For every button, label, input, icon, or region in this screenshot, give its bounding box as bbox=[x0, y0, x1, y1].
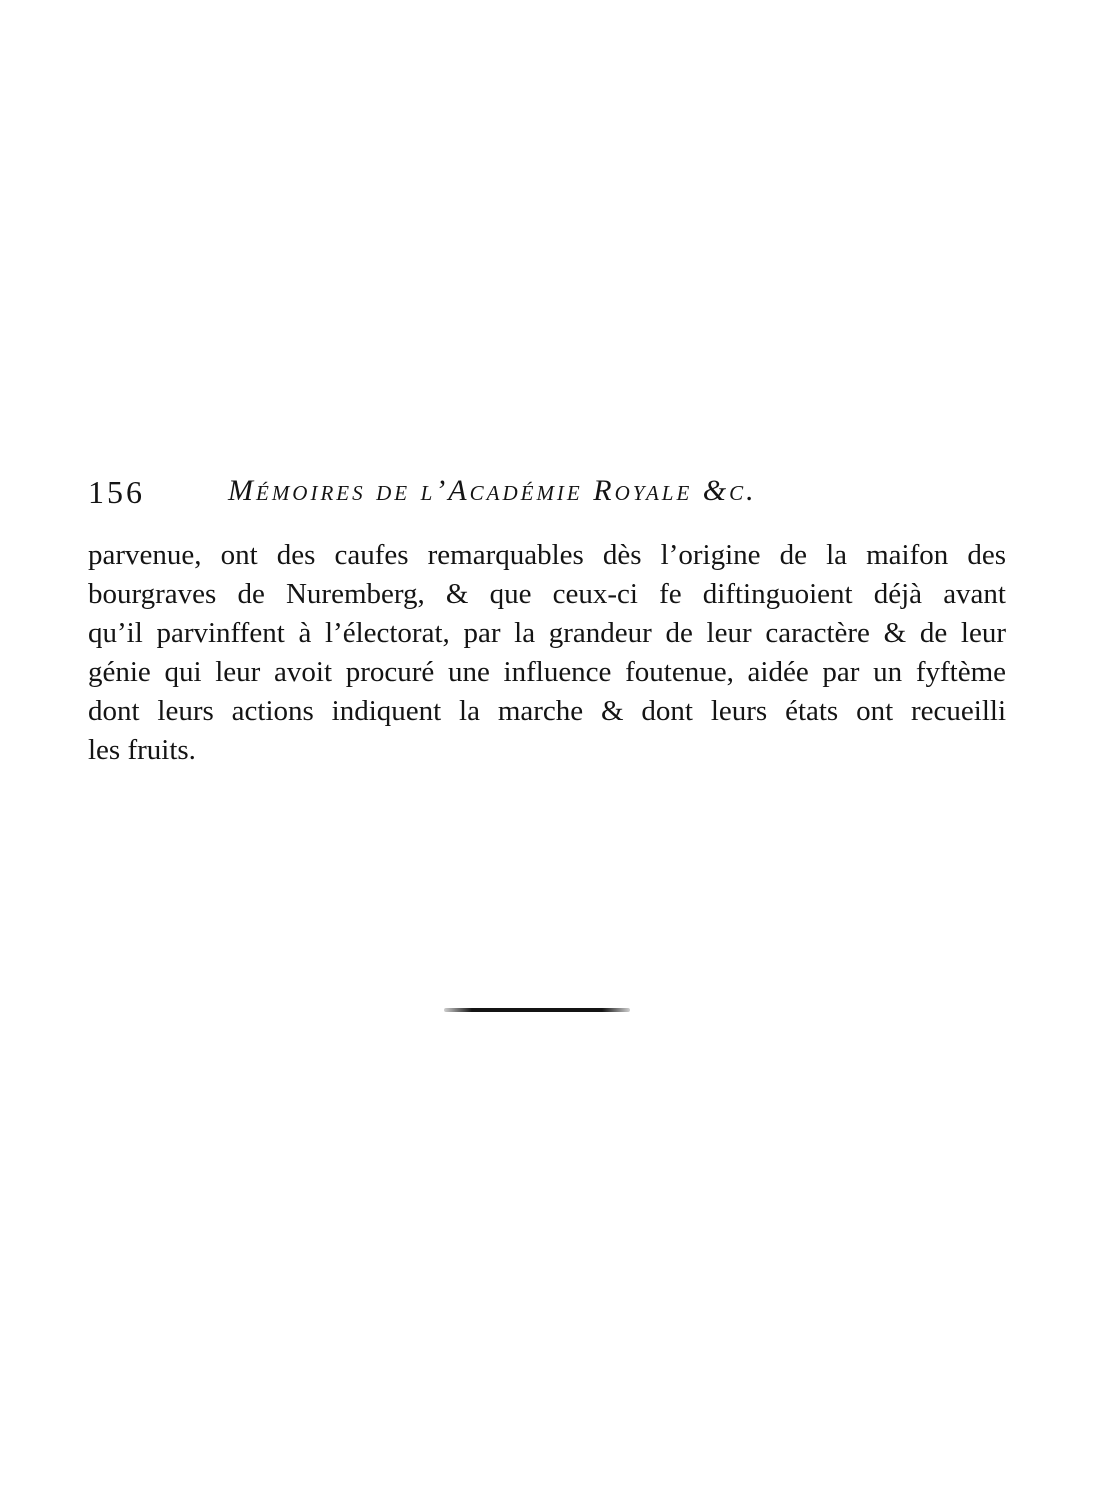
text-line: parvenue, ont des caufes remarquables dès l’origine de la maifon des bbox=[88, 539, 1006, 571]
page-number: 156 bbox=[88, 474, 145, 510]
text-line: bourgraves de Nuremberg, & que ceux-ci fe diftinguoient déjà avant bbox=[88, 578, 1006, 610]
end-rule-divider bbox=[444, 1008, 630, 1012]
body-paragraph bbox=[88, 536, 1006, 770]
header-title: Mémoires de l’Académie Royale &c. bbox=[228, 474, 757, 507]
text-line: génie qui leur avoit procuré une influence foutenue, aidée par un fyftème bbox=[88, 656, 1006, 688]
running-head bbox=[88, 474, 1008, 514]
text-line: qu’il parvinffent à l’électorat, par la grandeur de leur caractère & de leur bbox=[88, 617, 1006, 649]
text-line: dont leurs actions indiquent la marche & dont leurs états ont recueilli bbox=[88, 695, 1006, 727]
text-line: les fruits. bbox=[88, 734, 196, 766]
